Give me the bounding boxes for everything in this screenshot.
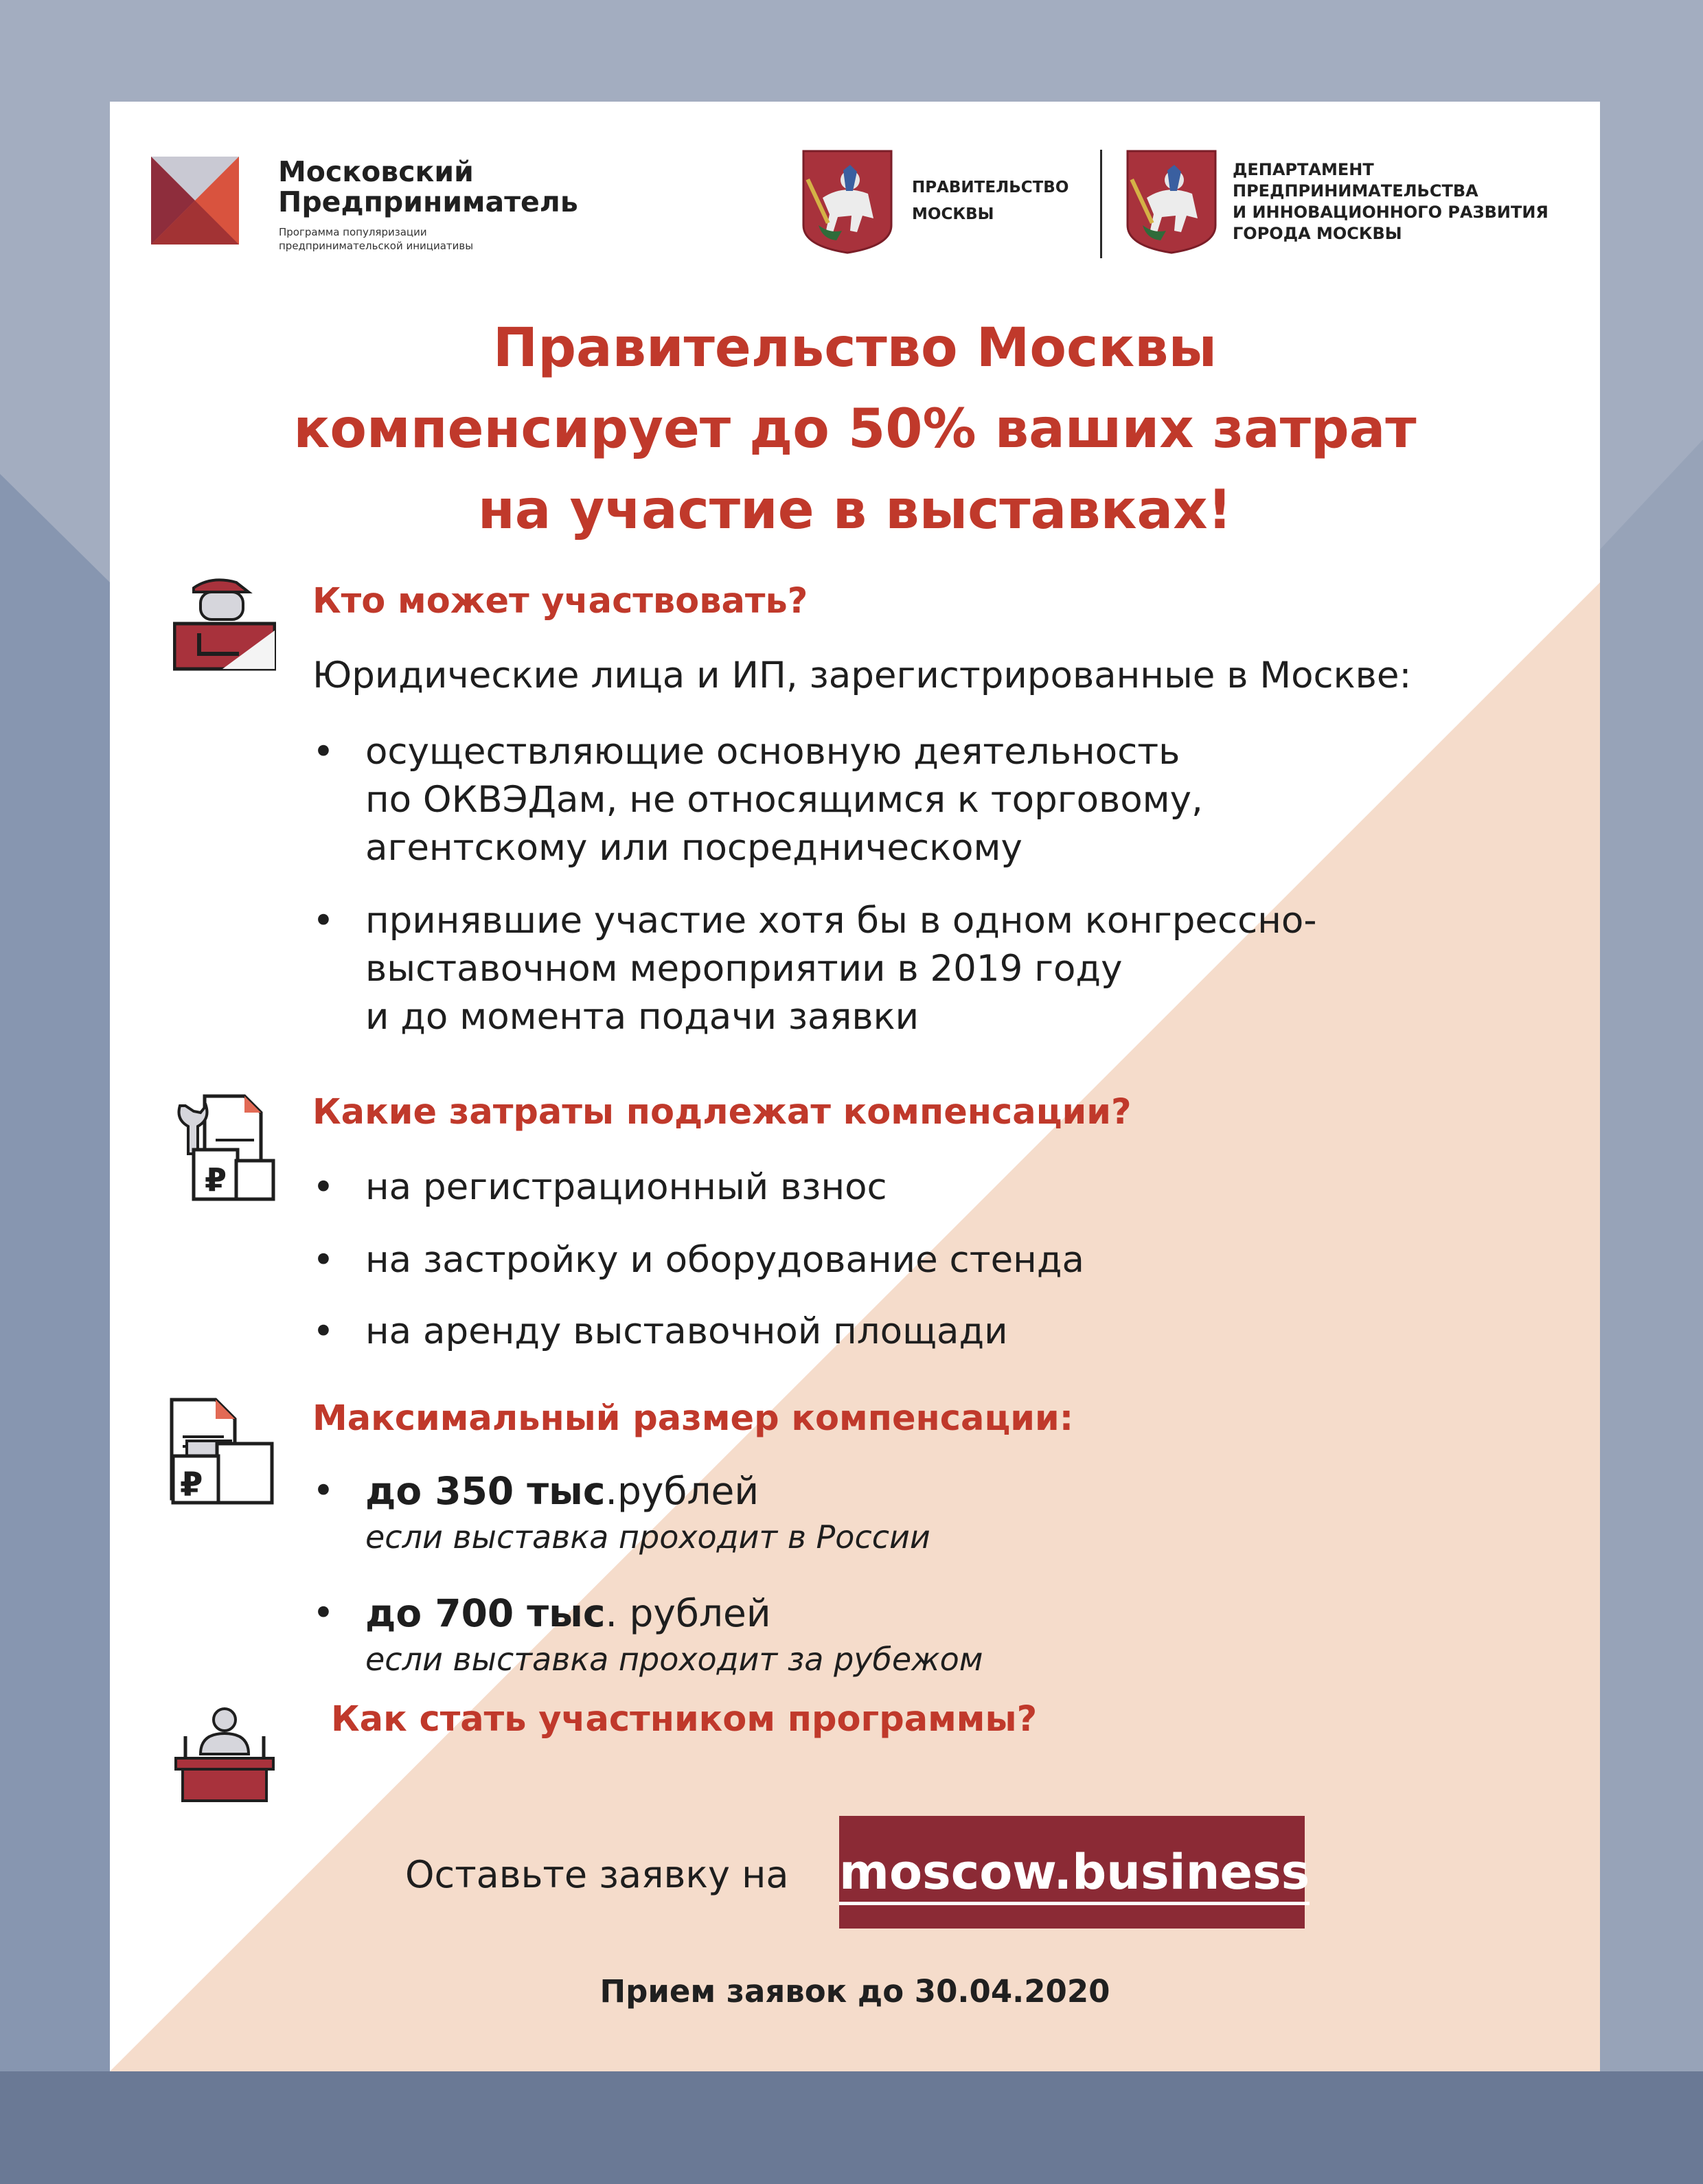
- svg-text:₽: ₽: [180, 1466, 203, 1504]
- max-item-2-amount: до 700 тыс: [365, 1591, 606, 1635]
- max-item-2-unit: . рублей: [605, 1591, 771, 1635]
- svg-text:₽: ₽: [205, 1161, 227, 1198]
- brand-logo: [151, 157, 769, 266]
- compensation-document-icon: [168, 1396, 276, 1507]
- max-item-1: [312, 1467, 930, 1559]
- costs-item-2: • на застройку и оборудование стенда: [312, 1236, 1084, 1284]
- who-intro: Юридические лица и ИП, зарегистрированные в Москве:: [312, 655, 1412, 696]
- max-item-1-amount: до 350 тыс: [365, 1469, 606, 1513]
- tools-document-icon: [173, 1092, 276, 1202]
- deadline-text: Прием заявок до 30.04.2020: [599, 1973, 1110, 2010]
- brand-subtitle: Программа популяризации предпринимательской инициативы: [279, 226, 474, 252]
- max-heading: Максимальный размер компенсации:: [312, 1398, 1074, 1439]
- apply-lead-text: Оставьте заявку на: [405, 1853, 789, 1896]
- max-item-2: [312, 1589, 983, 1681]
- page-title: Правительство Москвы компенсирует до 50% ваших затрат на участие в выставках!: [293, 317, 1417, 541]
- poster-sheet: [110, 102, 1600, 2071]
- max-item-1-note: если выставка проходит в России: [365, 1518, 930, 1556]
- brand-name: Московский Предприниматель: [278, 155, 578, 218]
- department-label: ДЕПАРТАМЕНТ ПРЕДПРИНИМАТЕЛЬСТВА И ИННОВАЦИОННОГО РАЗВИТИЯ ГОРОДА МОСКВЫ: [1233, 160, 1548, 243]
- who-item-2: • принявшие участие хотя бы в одном конгрессно- выставочном мероприятии в 2019 году и до момента подачи заявки: [312, 897, 1316, 1041]
- who-heading: Кто может участвовать?: [312, 581, 808, 622]
- apply-section: [110, 1816, 1600, 1933]
- who-item-1: • осуществляющие основную деятельность по ОКВЭДам, не относящимся к торговому, агентскому или посредническому: [312, 728, 1203, 872]
- participant-icon: [173, 576, 276, 672]
- how-heading: Как стать участником программы?: [331, 1699, 1038, 1740]
- header-divider: [1100, 150, 1102, 258]
- max-item-1-unit: .рублей: [605, 1469, 759, 1513]
- department-coat-of-arms-icon: [1126, 150, 1217, 254]
- moscow-business-link-label[interactable]: moscow.business: [839, 1844, 1310, 1905]
- moscow-coat-of-arms-icon: [802, 150, 893, 254]
- government-header: [802, 150, 1578, 260]
- costs-item-1: • на регистрационный взнос: [312, 1163, 887, 1212]
- max-item-2-note: если выставка проходит за рубежом: [365, 1641, 983, 1678]
- moscow-business-link[interactable]: [839, 1816, 1310, 1929]
- moscow-entrepreneur-logo-icon: [151, 157, 239, 244]
- costs-item-3: • на аренду выставочной площади: [312, 1308, 1008, 1356]
- government-label: ПРАВИТЕЛЬСТВО МОСКВЫ: [912, 179, 1069, 223]
- speaker-podium-icon: [173, 1706, 276, 1804]
- costs-heading: Какие затраты подлежат компенсации?: [312, 1092, 1132, 1133]
